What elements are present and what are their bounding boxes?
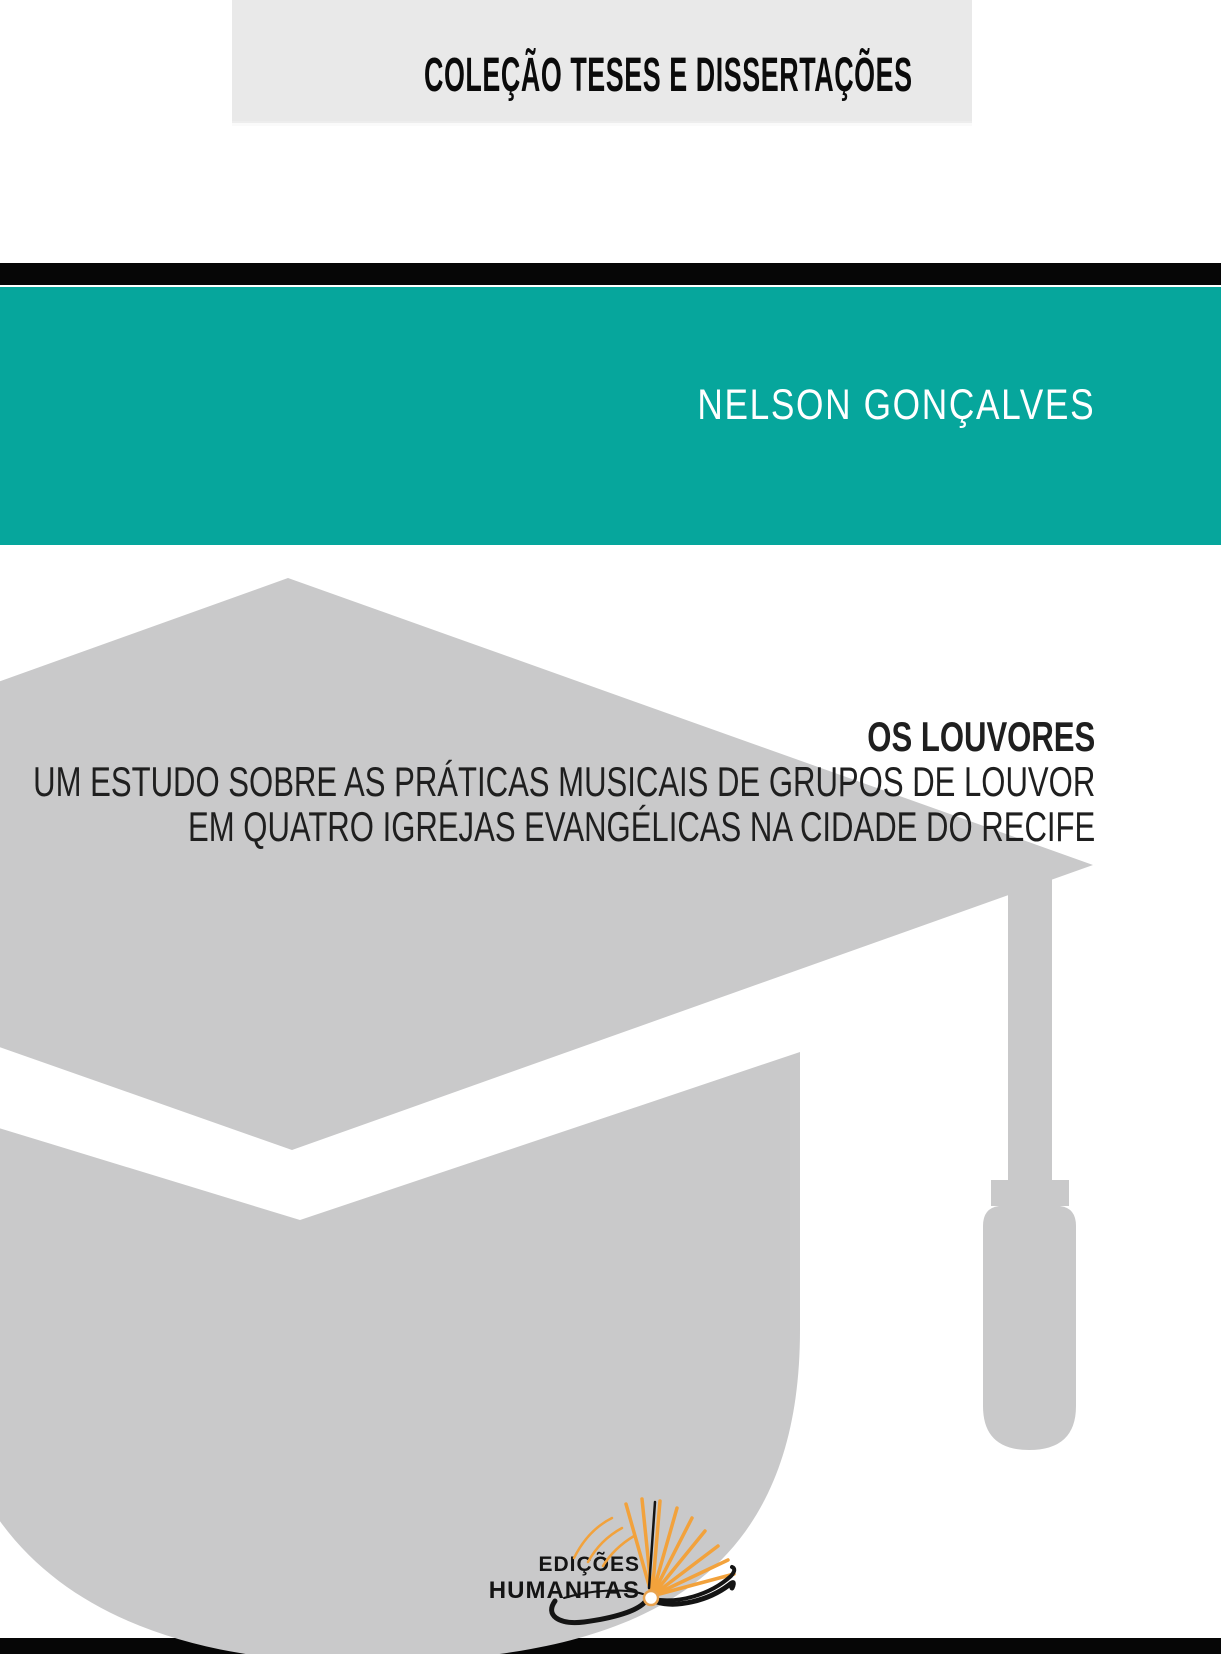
book-pages-fan: [626, 1499, 734, 1596]
tassel-pendant: [983, 1206, 1076, 1450]
title-block: [33, 714, 1095, 849]
tassel-cord: [1008, 870, 1052, 1182]
title-subtitle-2: EM QUATRO IGREJAS EVANGÉLICAS NA CIDADE DO RECIFE: [187, 803, 1095, 850]
book-cover-swoosh-left: [552, 1601, 645, 1623]
title-subtitle-1: UM ESTUDO SOBRE AS PRÁTICAS MUSICAIS DE GRUPOS DE LOUVOR: [32, 758, 1095, 805]
collection-title: COLEÇÃO TESES E DISSERTAÇÕES: [423, 49, 913, 102]
title-main: OS LOUVORES: [867, 713, 1095, 760]
author-name: NELSON GONÇALVES: [697, 381, 1095, 429]
cap-board-shape: [0, 578, 1093, 1150]
book-spine-bead: [644, 1591, 658, 1605]
book-left-edge: [564, 1591, 643, 1598]
tassel-collar: [991, 1180, 1069, 1206]
book-left-page-arcs: [574, 1518, 634, 1566]
open-book-icon: [540, 1496, 752, 1638]
publisher-name-line1: EDIÇÕES: [538, 1553, 640, 1576]
publisher-name-line2: HUMANITAS: [488, 1577, 640, 1604]
